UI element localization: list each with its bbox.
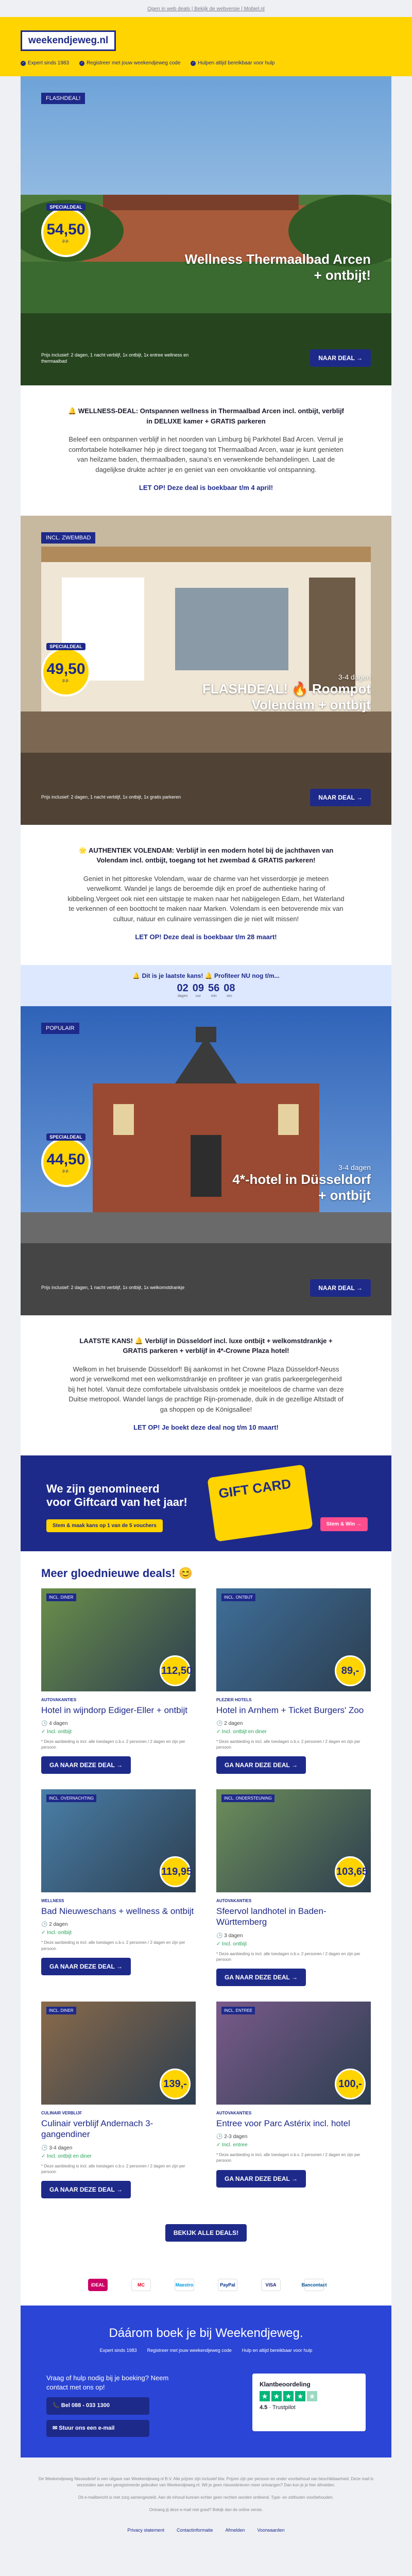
footer-usp: Dáárom boek je bij Weekendjeweg. Expert sinds 1983 Registreer met jouw weekendjeweg code Hulp en altijd bereikbaar voor hulp Vraag of hulp nodig bij je boeking? Neem contact met ons op! 📞 Bel 088 - 033 1300 ✉ Stuur ons een e-mail Klantbeoordeling ★ ★ ★ ★ ★ 4.5 · Trustpilot	[21, 2306, 391, 2458]
deal-price: 89,-	[335, 1655, 366, 1686]
deal-fine-print: * Deze aanbieding is incl. alle toeslagen o.b.v. 2 personen / 2 dagen en zijn per persoon	[216, 2153, 360, 2163]
deal-price: 112,50	[160, 1655, 191, 1686]
phone-button[interactable]: 📞 Bel 088 - 033 1300	[46, 2397, 149, 2414]
trustpilot-rating[interactable]: Klantbeoordeling ★ ★ ★ ★ ★ 4.5 · Trustpilot	[252, 2374, 366, 2431]
deal-image[interactable]	[41, 2002, 196, 2105]
preheader[interactable]	[0, 0, 412, 17]
price-badge: SPECIALDEAL 49,50 p.p.	[41, 647, 91, 697]
payment-methods	[21, 2262, 391, 2306]
deal-button[interactable]: GA NAAR DEZE DEAL →	[216, 1969, 306, 1986]
all-deals-button[interactable]: BEKIJK ALLE DEALS!	[165, 2224, 247, 2242]
privacy-link[interactable]: Privacy statement	[127, 2528, 164, 2533]
deal-button[interactable]: GA NAAR DEZE DEAL →	[216, 2170, 306, 2188]
usp-item: Hulp en altijd bereikbaar voor hulp	[242, 2347, 313, 2353]
deal-card[interactable]	[216, 1789, 371, 1986]
usp-bar	[0, 51, 412, 76]
hero-title: Wellness Thermaalbad Arcen + ontbijt!	[184, 251, 371, 283]
hero-footer	[41, 789, 371, 806]
deal-category: AUTOVAKANTIES	[216, 2111, 252, 2115]
deal-includes: ✓ Incl. ontbijt	[41, 1728, 72, 1735]
deal-category: CULINAIR VERBLIJF	[41, 2111, 82, 2115]
deal-category: PLEZIER HOTELS	[216, 1697, 252, 1702]
email-button[interactable]: ✉ Stuur ons een e-mail	[46, 2420, 149, 2437]
deal-includes: ✓ Incl. ontbijt en diner	[41, 2153, 92, 2159]
terms-link[interactable]: Voorwaarden	[257, 2528, 285, 2533]
usp-item: ✓ Registreer met jouw weekendjeweg code	[79, 60, 180, 66]
deal-includes: ✓ Incl. ontbijt	[41, 1930, 72, 1936]
deal-image[interactable]	[216, 2002, 371, 2105]
rating-stars	[260, 2391, 358, 2401]
countdown-days: 02 dagen	[177, 982, 188, 998]
deal-name[interactable]: Entree voor Parc Astérix incl. hotel	[216, 2119, 350, 2128]
hero-footer	[41, 1279, 371, 1297]
usp-item: ✓ Expert sinds 1983	[21, 60, 69, 66]
main-content	[21, 76, 391, 2458]
legal-text: De Weekendjeweg Nieuwsbrief is een uitgave van Weekendjeweg.nl B.V. Alle prijzen zijn inclusief btw. Prijzen zijn per persoon en onder voorbehoud van beschikbaarheid. Deze mail is verzonden aan een geregistreerde gebruiker van Weekendjeweg.nl. Wil je geen nieuwsbrieven meer ontvangen? Dan kun je je hier afmelden. Dit e-mailbericht is met zorg samengesteld. Aan de inhoud kunnen echter geen rechten worden ontleend. Type- en zetfouten voorbehouden. Ontvang jij deze e-mail niet goed? Bekijk dan de online versie.	[39, 2477, 373, 2513]
header	[0, 17, 412, 76]
deal-image[interactable]	[216, 1588, 371, 1691]
giftcard-banner[interactable]: We zijn genomineerd voor Giftcard van het jaar! Stem & maak kans op 1 van de 5 vouchers GIFT CARD Stem & Win →	[21, 1455, 391, 1551]
deal-button[interactable]: GA NAAR DEZE DEAL →	[41, 1958, 131, 1975]
webversion-link[interactable]: Open in web deals | Bekijk de webversie | Mobiel.nl	[147, 6, 265, 12]
deal-price: 119,95	[160, 1856, 191, 1887]
hero-title: 3-4 dagen FLASHDEAL! 🔥 Roompot Volendam + ontbijt	[202, 672, 371, 713]
check-icon: ✓	[191, 61, 196, 66]
giftcard-image: GIFT CARD	[207, 1464, 313, 1541]
deal-ribbon: INCL. DINER	[46, 1594, 76, 1601]
deal-card[interactable]	[41, 1588, 196, 1774]
deal-fine-print: * Deze aanbieding is incl. alle toeslagen o.b.v. 2 personen / 2 dagen en zijn per persoon	[41, 2163, 185, 2174]
countdown-timer: 🔔 Dit is je laatste kans! 🔔 Profiteer NU nog t/m... 02 dagen 09 uur 56 min 08 sec	[21, 965, 391, 1006]
deal-card[interactable]	[216, 1588, 371, 1774]
deal-category: AUTOVAKANTIES	[41, 1697, 77, 1702]
gift-pill: Stem & maak kans op 1 van de 5 vouchers	[46, 1519, 163, 1532]
countdown-seconds: 08 sec	[224, 982, 235, 998]
star-icon: ★	[260, 2391, 270, 2401]
deal-price: 100,-	[335, 2069, 366, 2099]
price-badge: SPECIALDEAL 54,50 p.p.	[41, 208, 91, 257]
price-note: Prijs inclusief: 2 dagen, 1 nacht verblijf, 1x ontbijt, 1x gratis parkeren	[41, 794, 181, 800]
deal-category: AUTOVAKANTIES	[216, 1899, 252, 1904]
star-icon: ★	[271, 2391, 282, 2401]
contact-link[interactable]: Contactinformatie	[176, 2528, 213, 2533]
deal-fine-print: * Deze aanbieding is incl. alle toeslagen o.b.v. 2 personen / 2 dagen en zijn per persoon	[41, 1739, 185, 1750]
deal-name[interactable]: Hotel in Arnhem + Ticket Burgers' Zoo	[216, 1705, 364, 1715]
hero-title: 3-4 dagen 4*-hotel in Düsseldorf + ontbijt	[232, 1163, 371, 1204]
deal-name[interactable]: Culinair verblijf Andernach 3-gangendiner	[41, 2119, 153, 2140]
deal-card[interactable]	[216, 2002, 371, 2198]
deal-description: LAATSTE KANS! 🔔 Verblijf in Düsseldorf incl. luxe ontbijt + welkomstdrankje + GRATIS parkeren + verblijf in 4*-Crowne Plaza hotel! Welkom in het bruisende Düsseldorf! Bij aankomst in het Crowne Plaza Düsseldorf-Neuss word je verwelkomd met een welkomstdrankje en profiteer je van gratis parkeergelegenheid bij het hotel. Vanuit deze comfortabele uitvalsbasis ontdek je moeiteloos de charme van deze Duitse metropool. Wandel langs de prachtige Rijn-promenade, duik in de gezellige Altstadt of ga shoppen op de Königsallee! LET OP! Je boekt deze deal nog t/m 10 maart!	[68, 1336, 344, 1431]
star-icon: ★	[307, 2391, 317, 2401]
deal-tag: INCL. ZWEMBAD	[41, 532, 95, 544]
deal-fine-print: * Deze aanbieding is incl. alle toeslagen o.b.v. 2 personen / 2 dagen en zijn per persoon	[216, 1951, 360, 1962]
deal-image[interactable]	[41, 1789, 196, 1892]
star-icon: ★	[295, 2391, 305, 2401]
help-block: Vraag of hulp nodig bij je boeking? Neem contact met ons op! 📞 Bel 088 - 033 1300 ✉ Stuur ons een e-mail	[46, 2374, 180, 2437]
countdown-hours: 09 uur	[192, 982, 204, 998]
deal-name[interactable]: Hotel in wijndorp Ediger-Eller + ontbijt	[41, 1705, 187, 1715]
deal-includes: ✓ Incl. entree	[216, 2142, 248, 2148]
hero-deal-volendam[interactable]	[21, 516, 391, 825]
star-icon: ★	[283, 2391, 294, 2401]
deal-price: 103,65	[335, 1856, 366, 1887]
deal-duration: 🕒 3 dagen	[216, 1933, 243, 1939]
deal-fine-print: * Deze aanbieding is incl. alle toeslagen o.b.v. 2 personen / 2 dagen en zijn per persoon	[41, 1940, 185, 1951]
deal-tag: POPULAIR	[41, 1023, 79, 1034]
countdown-minutes: 56 min	[208, 982, 220, 998]
check-icon: ✓	[21, 61, 26, 66]
hero-deal-button[interactable]: NAAR DEAL →	[310, 349, 371, 367]
price-note: Prijs inclusief: 2 dagen, 1 nacht verblijf, 1x ontbijt, 1x welkomstdrankje	[41, 1285, 185, 1291]
paypal-icon: PayPal	[218, 2279, 237, 2291]
deal-category: WELLNESS	[41, 1899, 64, 1904]
hero-deal-arcen[interactable]	[21, 76, 391, 385]
deal-duration: 🕒 2 dagen	[216, 1720, 243, 1726]
usp-item: Expert sinds 1983	[99, 2347, 137, 2353]
vote-button[interactable]: Stem & Win →	[320, 1517, 368, 1531]
deal-tag: FLASHDEAL!	[41, 93, 85, 104]
mastercard-icon: MC	[131, 2279, 151, 2291]
deal-grid	[21, 1588, 391, 2219]
section-title: Meer gloednieuwe deals! 😊	[41, 1566, 193, 1580]
deal-ribbon: INCL. ONTBIJT	[221, 1594, 255, 1601]
price-note: Prijs inclusief: 2 dagen, 1 nacht verblijf, 1x ontbijt, 1x entree wellness en thermaalbad	[41, 352, 189, 364]
deal-includes: ✓ Incl. ontbijt	[216, 1941, 247, 1947]
deal-includes: ✓ Incl. ontbijt en diner	[216, 1728, 267, 1735]
ideal-icon: iDEAL	[88, 2279, 108, 2291]
deal-card[interactable]	[41, 2002, 196, 2198]
deal-button[interactable]: GA NAAR DEZE DEAL →	[41, 1756, 131, 1774]
deal-duration: 🕒 2 dagen	[41, 1922, 68, 1928]
deal-duration: 🕒 3-4 dagen	[41, 2145, 73, 2151]
hero-deal-dusseldorf[interactable]	[21, 1006, 391, 1315]
maestro-icon: Maestro	[175, 2279, 194, 2291]
usp-item: Registreer met jouw weekendjeweg code	[147, 2347, 232, 2353]
deal-ribbon: INCL. OVERNACHTING	[46, 1794, 96, 1802]
deal-button[interactable]: GA NAAR DEZE DEAL →	[216, 1756, 306, 1774]
visa-icon: VISA	[261, 2279, 281, 2291]
price-badge: SPECIALDEAL 44,50 p.p.	[41, 1138, 91, 1187]
deal-name[interactable]: Sfeervol landhotel in Baden-Württemberg	[216, 1906, 327, 1927]
deal-ribbon: INCL. DINER	[46, 2007, 76, 2014]
deal-ribbon: INCL. ONDERSTEUNING	[221, 1794, 274, 1802]
hero-deal-button[interactable]: NAAR DEAL →	[310, 1279, 371, 1297]
deal-image[interactable]	[41, 1588, 196, 1691]
deal-price: 139,-	[160, 2069, 191, 2099]
brand-logo[interactable]: weekendjeweg.nl	[21, 30, 116, 51]
deal-description: 🌟 AUTHENTIEK VOLENDAM: Verblijf in een modern hotel bij de jachthaven van Volendam incl. ontbijt, toegang tot het zwembad & GRATIS parkeren! Geniet in het pittoreske Volendam, waar de charme van het visserdorpje je meteen verwelkomt. Wandel je langs de beroemde dijk en proef de authentieke haring of kibbeling.Vergeet ook niet een uitstapje te maken naar het nabijgelegen Edam, het Waterland te verkennen of een boottocht te maken naar Marken. Volendam is een betoverende mix van cultuur, natuur en culinaire verrassingen die je niet wilt missen! LET OP! Deze deal is boekbaar t/m 28 maart!	[67, 846, 345, 941]
deal-ribbon: INCL. ENTREE	[221, 2007, 255, 2014]
deal-duration: 🕒 4 dagen	[41, 1720, 68, 1726]
usp-item: ✓ Hulpen altijd bereikbaar voor hulp	[191, 60, 274, 66]
hero-deal-button[interactable]: NAAR DEAL →	[310, 789, 371, 806]
deal-name[interactable]: Bad Nieuweschans + wellness & ontbijt	[41, 1906, 194, 1917]
deal-image[interactable]	[216, 1789, 371, 1892]
deal-duration: 🕒 2-3 dagen	[216, 2134, 248, 2140]
deal-button[interactable]: GA NAAR DEZE DEAL →	[41, 2181, 131, 2198]
bancontact-icon: Bancontact	[304, 2279, 324, 2291]
deal-description: 🔔 WELLNESS-DEAL: Ontspannen wellness in Thermaalbad Arcen incl. ontbijt, verblijf in DELUXE kamer + GRATIS parkeren Beleef een ontspannen verblijf in het noorden van Limburg bij Parkhotel Bad Arcen. Verruil je comfortabele hotelkamer hép je direct toegang tot Thermaalbad Arcen, waar je kunt genieten van heilzame baden, thermaalbaden, sauna's en verwenkende behandelingen. Laat de dagelijkse drukte achter je en geniet van een onvokkantie vol ontspanning. LET OP! Deze deal is boekbaar t/m 4 april!	[68, 407, 344, 492]
deal-card[interactable]	[41, 1789, 196, 1986]
deal-fine-print: * Deze aanbieding is incl. alle toeslagen o.b.v. 2 personen / 2 dagen en zijn per persoon	[216, 1739, 360, 1750]
more-deals-section	[21, 1551, 391, 2262]
unsubscribe-link[interactable]: Afmelden	[225, 2528, 245, 2533]
hero-footer	[41, 349, 371, 367]
check-icon: ✓	[79, 61, 84, 66]
footer-links	[0, 2518, 412, 2551]
